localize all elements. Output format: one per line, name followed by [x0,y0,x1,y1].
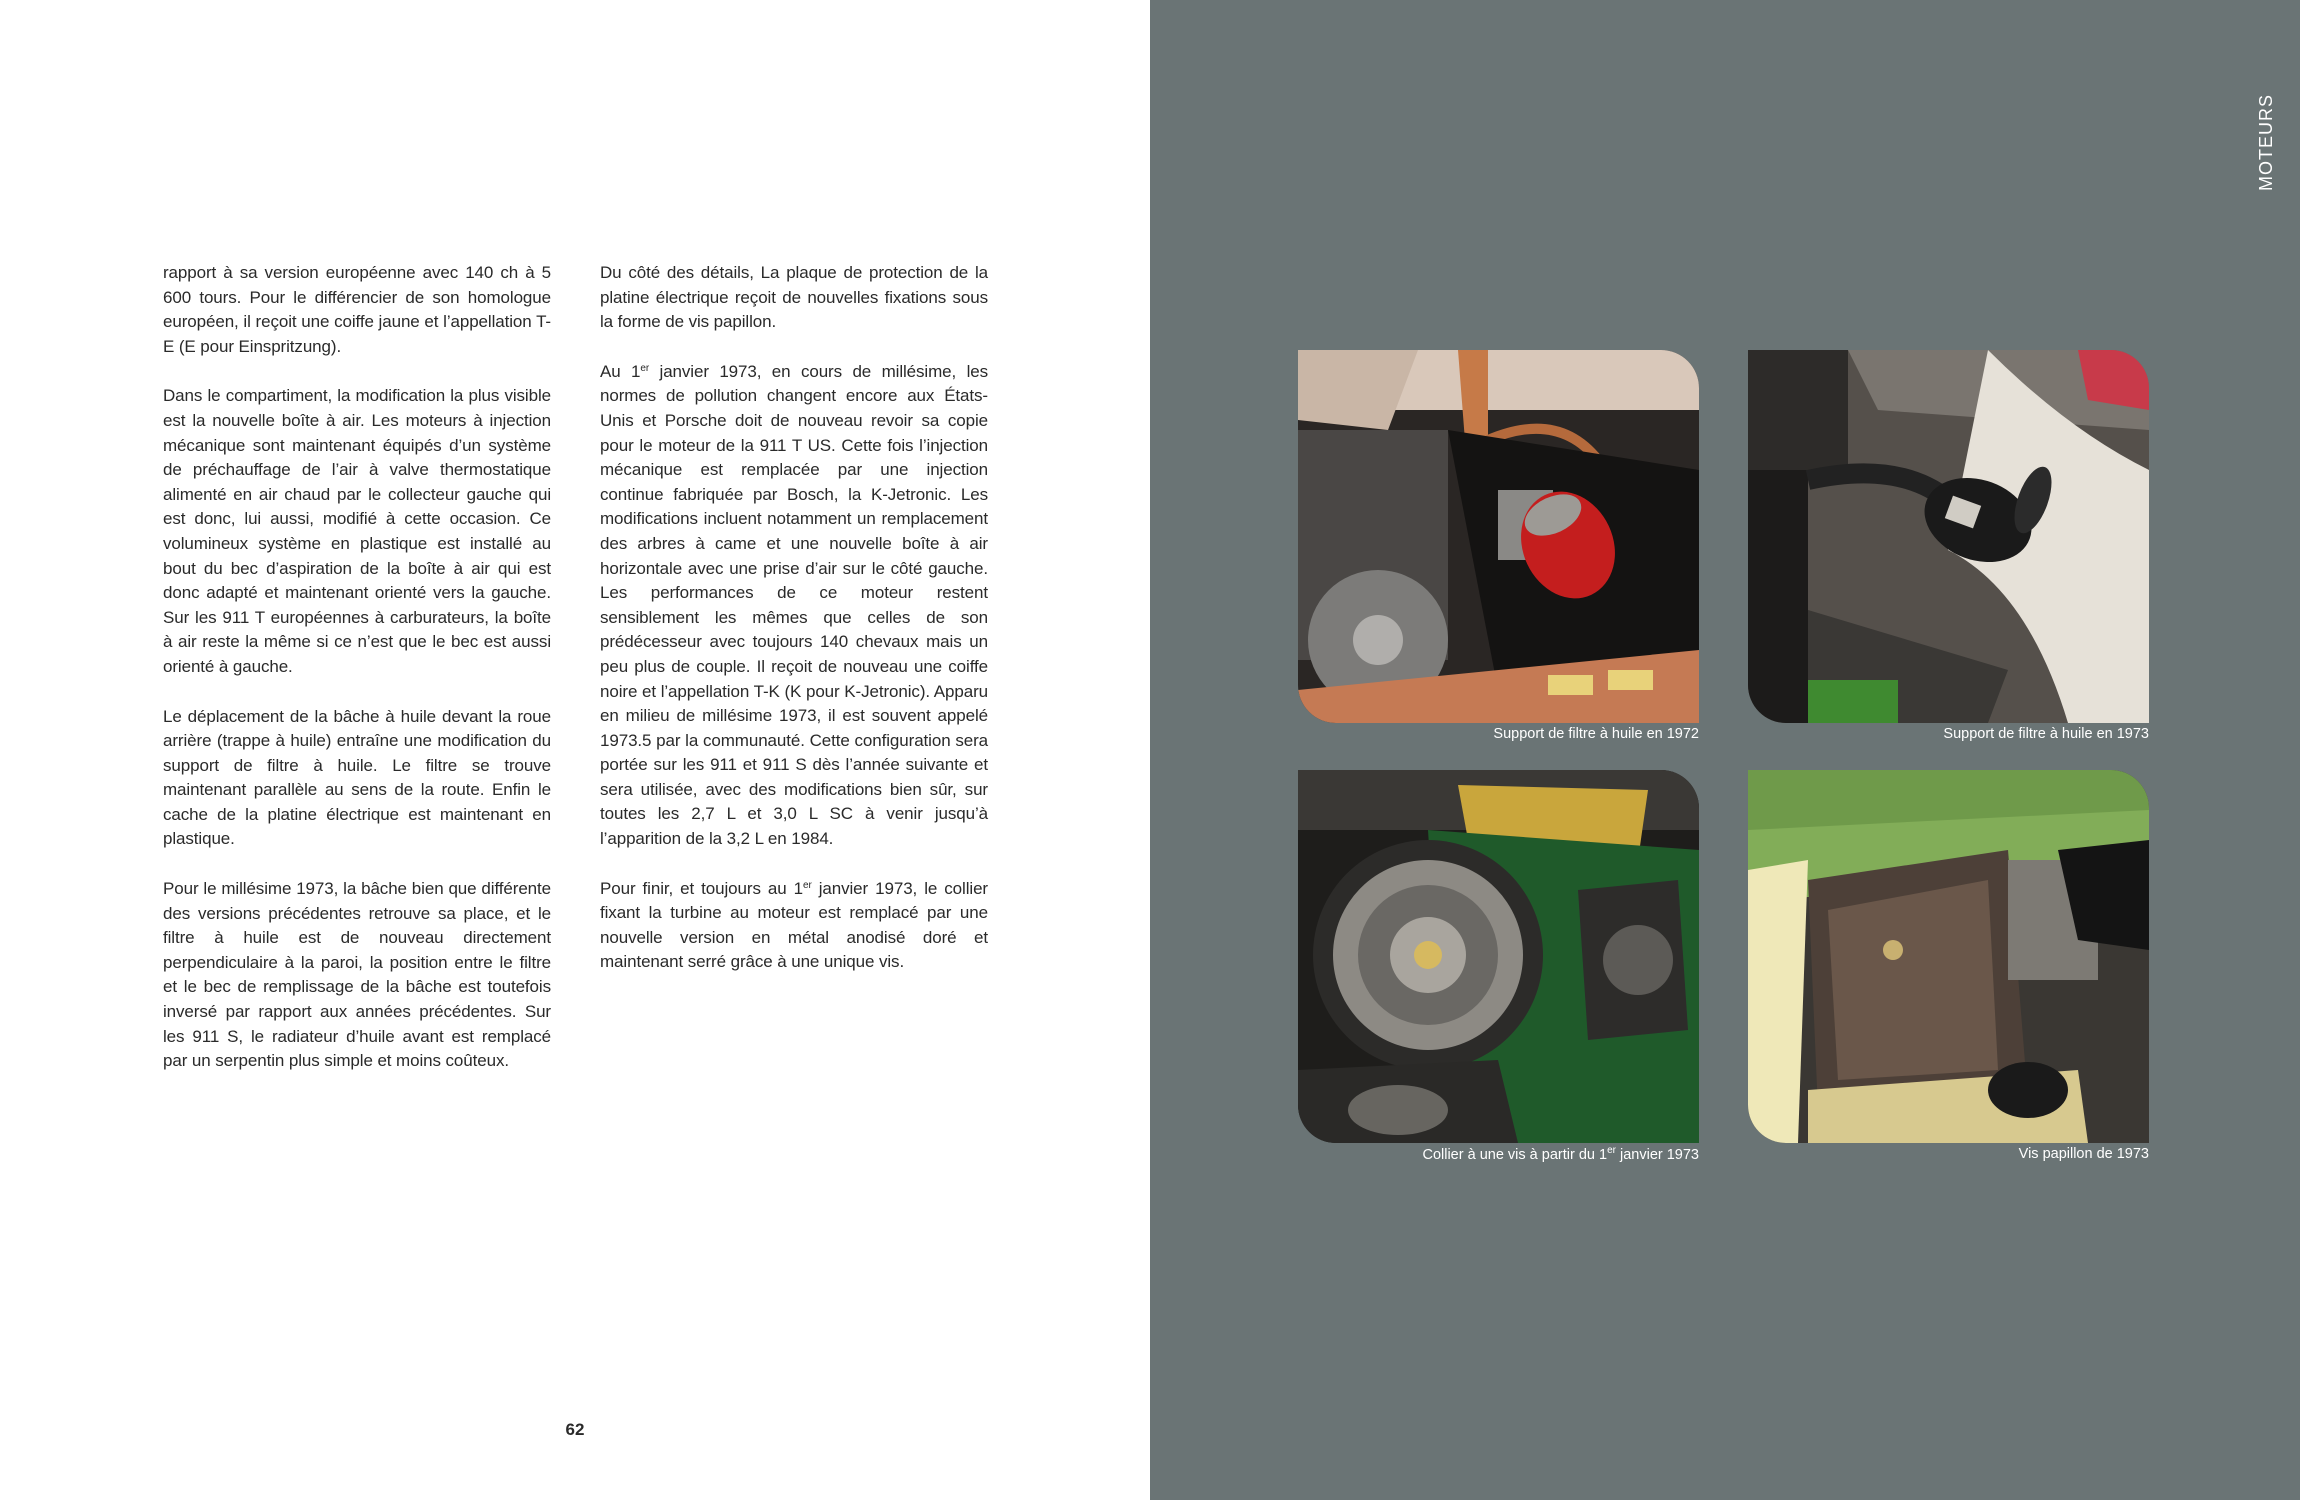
text-run: Collier à une vis à partir du 1 [1422,1147,1608,1163]
photo-caption [1298,1147,1699,1163]
section-tab-label: MOTEURS [2255,94,2276,191]
paragraph [600,877,988,975]
text-column-1 [163,261,551,1099]
paragraph: Le déplacement de la bâche à huile devant la roue arrière (trappe à huile) entraîne une modification du support de filtre à huile. Le filtre se trouve maintenant parallèle au sens de la route. Enfin le cache de la platine électrique est maintenant en plastique. [163,706,551,849]
paragraph: Dans le compartiment, la modification la plus visible est la nouvelle boîte à air. Les moteurs à injection mécanique sont maintenant équipés d’un système de préchauffage de l’air à valve thermostatique alimenté en air chaud par le collecteur gauche qui est donc, lui aussi, modifié à cette occasion. Ce volumineux système en plastique est installé au bout du bec d’aspiration de la boîte à air qui est donc adapté et maintenant orienté vers la gauche. Sur les 911 T européennes à carburateurs, la boîte à air reste la même si ce n’est que le bec est aussi orienté à gauche. [163,386,551,676]
paragraph [600,360,988,852]
photo-oil-filter-1973 [1748,350,2149,723]
text-column-2 [600,261,988,1000]
superscript: er [802,879,812,891]
photo-caption: Support de filtre à huile en 1972 [1493,726,1699,742]
right-page [1150,0,2300,1500]
superscript: er [1607,1145,1616,1156]
photo-engine-cover [1748,770,2149,1143]
paragraph: rapport à sa version européenne avec 140 ch à 5 600 tours. Pour le différencier de son homologue européen, il reçoit une coiffe jaune et l’appellation T-E (E pour Einspritzung). [163,263,551,356]
section-tab [2248,85,2284,200]
text-run: Pour finir, et toujours au 1 [600,878,803,898]
photo-caption: Vis papillon de 1973 [2018,1146,2149,1162]
page-number: 62 [565,1420,585,1439]
paragraph: Pour le millésime 1973, la bâche bien que différente des versions précédentes retrouve sa place, et le filtre à huile est de nouveau directement perpendiculaire à la paroi, la position entre le filtre et le bec de remplissage de la bâche est toutefois inversé par rapport aux années précédentes. Sur les 911 S, le radiateur d’huile avant est remplacé par un serpentin plus simple et moins coûteux. [163,879,551,1071]
text-run: janvier 1973, le collier fixant la turbine au moteur est remplacé par une nouvelle version en métal anodisé doré et maintenant serré grâce à une unique vis. [600,878,988,972]
photo-caption: Support de filtre à huile en 1973 [1943,726,2149,742]
photo-oil-filter-1972 [1298,350,1699,723]
photo-engine-fan [1298,770,1699,1143]
paragraph: Du côté des détails, La plaque de protection de la platine électrique reçoit de nouvelles fixations sous la forme de vis papillon. [600,263,988,332]
text-run: Au 1 [600,361,641,381]
text-run: janvier 1973, en cours de millésime, les normes de pollution changent encore aux États-Unis et Porsche doit de nouveau revoir sa copie pour le moteur de la 911 T US. Cette fois l’injection mécanique est remplacée par une injection continue fabriquée par Bosch, la K-Jetronic. Les modifications incluent notamment un remplacement des arbres à came et une nouvelle boîte à air horizontale avec une prise d’air sur le côté gauche. Les performances de ce moteur restent sensiblement les mêmes que celles de son prédécesseur avec toujours 140 chevaux mais un peu plus de couple. Il reçoit de nouveau une coiffe noire et l’appellation T-K (K pour K-Jetronic). Apparu en milieu de millésime 1973, il est souvent appelé 1973.5 par la communauté. Cette configuration sera portée sur les 911 et 911 S dès l’année suivante et sera utilisée, avec des modifications bien sûr, sur toutes les 2,7 L et 3,0 L SC à venir jusqu’à l’apparition de la 3,2 L en 1984. [600,361,989,849]
text-run: janvier 1973 [1615,1147,1699,1163]
superscript: er [640,362,650,374]
